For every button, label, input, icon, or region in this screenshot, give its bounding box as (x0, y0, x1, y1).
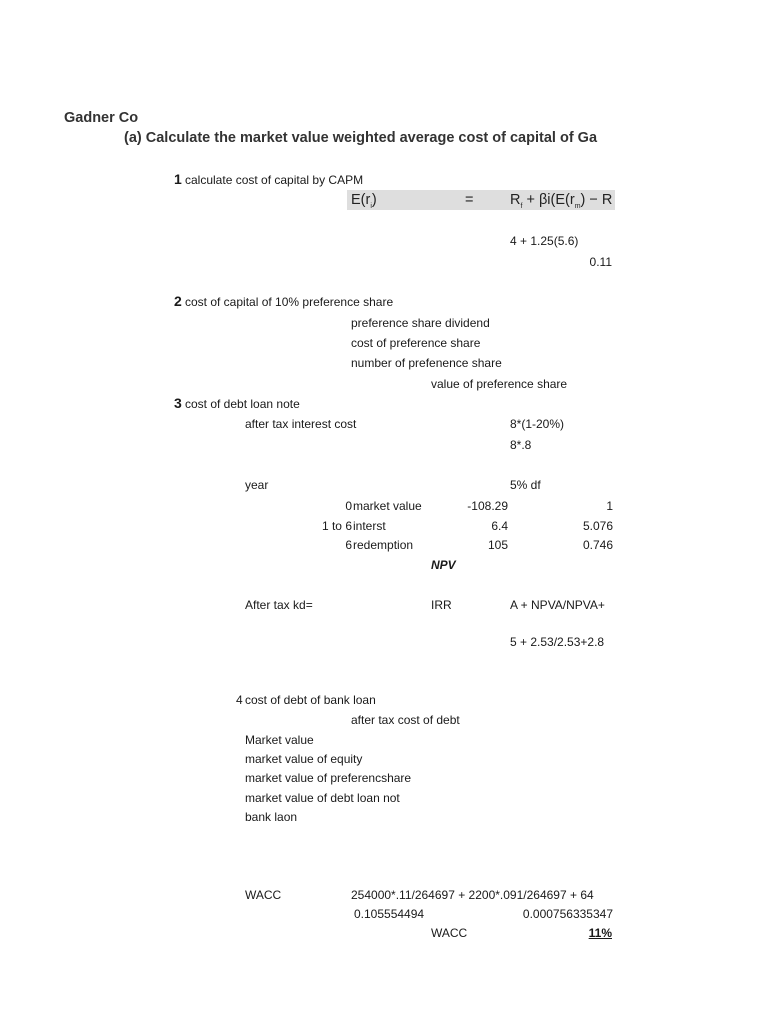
pref-cost-label: cost of preference share (351, 336, 481, 350)
section-4-label: cost of debt of bank loan (245, 693, 376, 707)
cashflow-df: 5.076 (582, 519, 613, 533)
market-value-label: Market value (245, 733, 314, 747)
year-header: year (245, 478, 269, 492)
bank-loan-label: bank laon (245, 810, 298, 824)
section-3-label: cost of debt loan note (185, 397, 300, 411)
cashflow-amount: 105 (487, 538, 508, 552)
discount-factor-header: 5% df (510, 478, 541, 492)
pref-number-label: number of prefenence share (351, 356, 502, 370)
cashflow-desc: redemption (353, 538, 414, 552)
capm-calc: 4 + 1.25(5.6) (510, 234, 579, 248)
cashflow-df: 1 (606, 499, 613, 513)
irr-formula: A + NPVA/NPVA+ (510, 598, 605, 612)
wacc-label-2: WACC (431, 926, 468, 940)
pref-value-label: value of preference share (431, 377, 568, 391)
capm-equals: = (465, 192, 474, 208)
wacc-component-2: 0.000756335347 (522, 907, 613, 921)
mv-debt-label: market value of debt loan not (245, 791, 400, 805)
capm-rhs: $R_f + \beta i(E(r_m) - R$ (510, 192, 613, 209)
section-2-number: 2 (174, 293, 182, 309)
section-1-label: calculate cost of capital by CAPM (185, 173, 364, 187)
mv-preference-label: market value of preferencshare (245, 771, 412, 785)
pref-dividend-label: preference share dividend (351, 316, 490, 330)
cashflow-amount: -108.29 (467, 499, 508, 513)
npv-label: NPV (431, 558, 456, 572)
irr-label: IRR (431, 598, 452, 612)
capm-result: 0.11 (589, 255, 612, 269)
cashflow-desc: market value (353, 499, 422, 513)
section-1-number: 1 (174, 171, 182, 187)
cashflow-year: 6 (345, 538, 352, 552)
wacc-result: 11% (588, 926, 612, 940)
cashflow-amount: 6.4 (491, 519, 508, 533)
wacc-component-1: 0.105554494 (354, 907, 425, 921)
irr-calc: 5 + 2.53/2.53+2.8 (510, 635, 605, 649)
cashflow-df: 0.746 (582, 538, 613, 552)
bank-after-tax-label: after tax cost of debt (351, 713, 460, 727)
wacc-label: WACC (245, 888, 282, 902)
mv-equity-label: market value of equity (245, 752, 363, 766)
capm-lhs: $E(r_i)$ (351, 192, 377, 210)
section-2-label: cost of capital of 10% preference share (185, 295, 394, 309)
after-tax-interest-formula: 8*(1-20%) (510, 417, 565, 431)
cashflow-desc: interst (353, 519, 386, 533)
question-heading: (a) Calculate the market value weighted average cost of capital of Ga (124, 131, 598, 145)
cashflow-year: 0 (345, 499, 352, 513)
after-tax-interest-label: after tax interest cost (245, 417, 357, 431)
section-4-number: 4 (236, 693, 243, 707)
wacc-formula: 254000*.11/264697 + 2200*.091/264697 + 64 (351, 888, 594, 902)
cashflow-year: 1 to 6 (321, 519, 352, 533)
company-name: Gadner Co (64, 110, 139, 126)
section-3-number: 3 (174, 395, 182, 411)
after-tax-interest-calc: 8*.8 (510, 438, 532, 452)
after-tax-kd-label: After tax kd= (245, 598, 313, 612)
